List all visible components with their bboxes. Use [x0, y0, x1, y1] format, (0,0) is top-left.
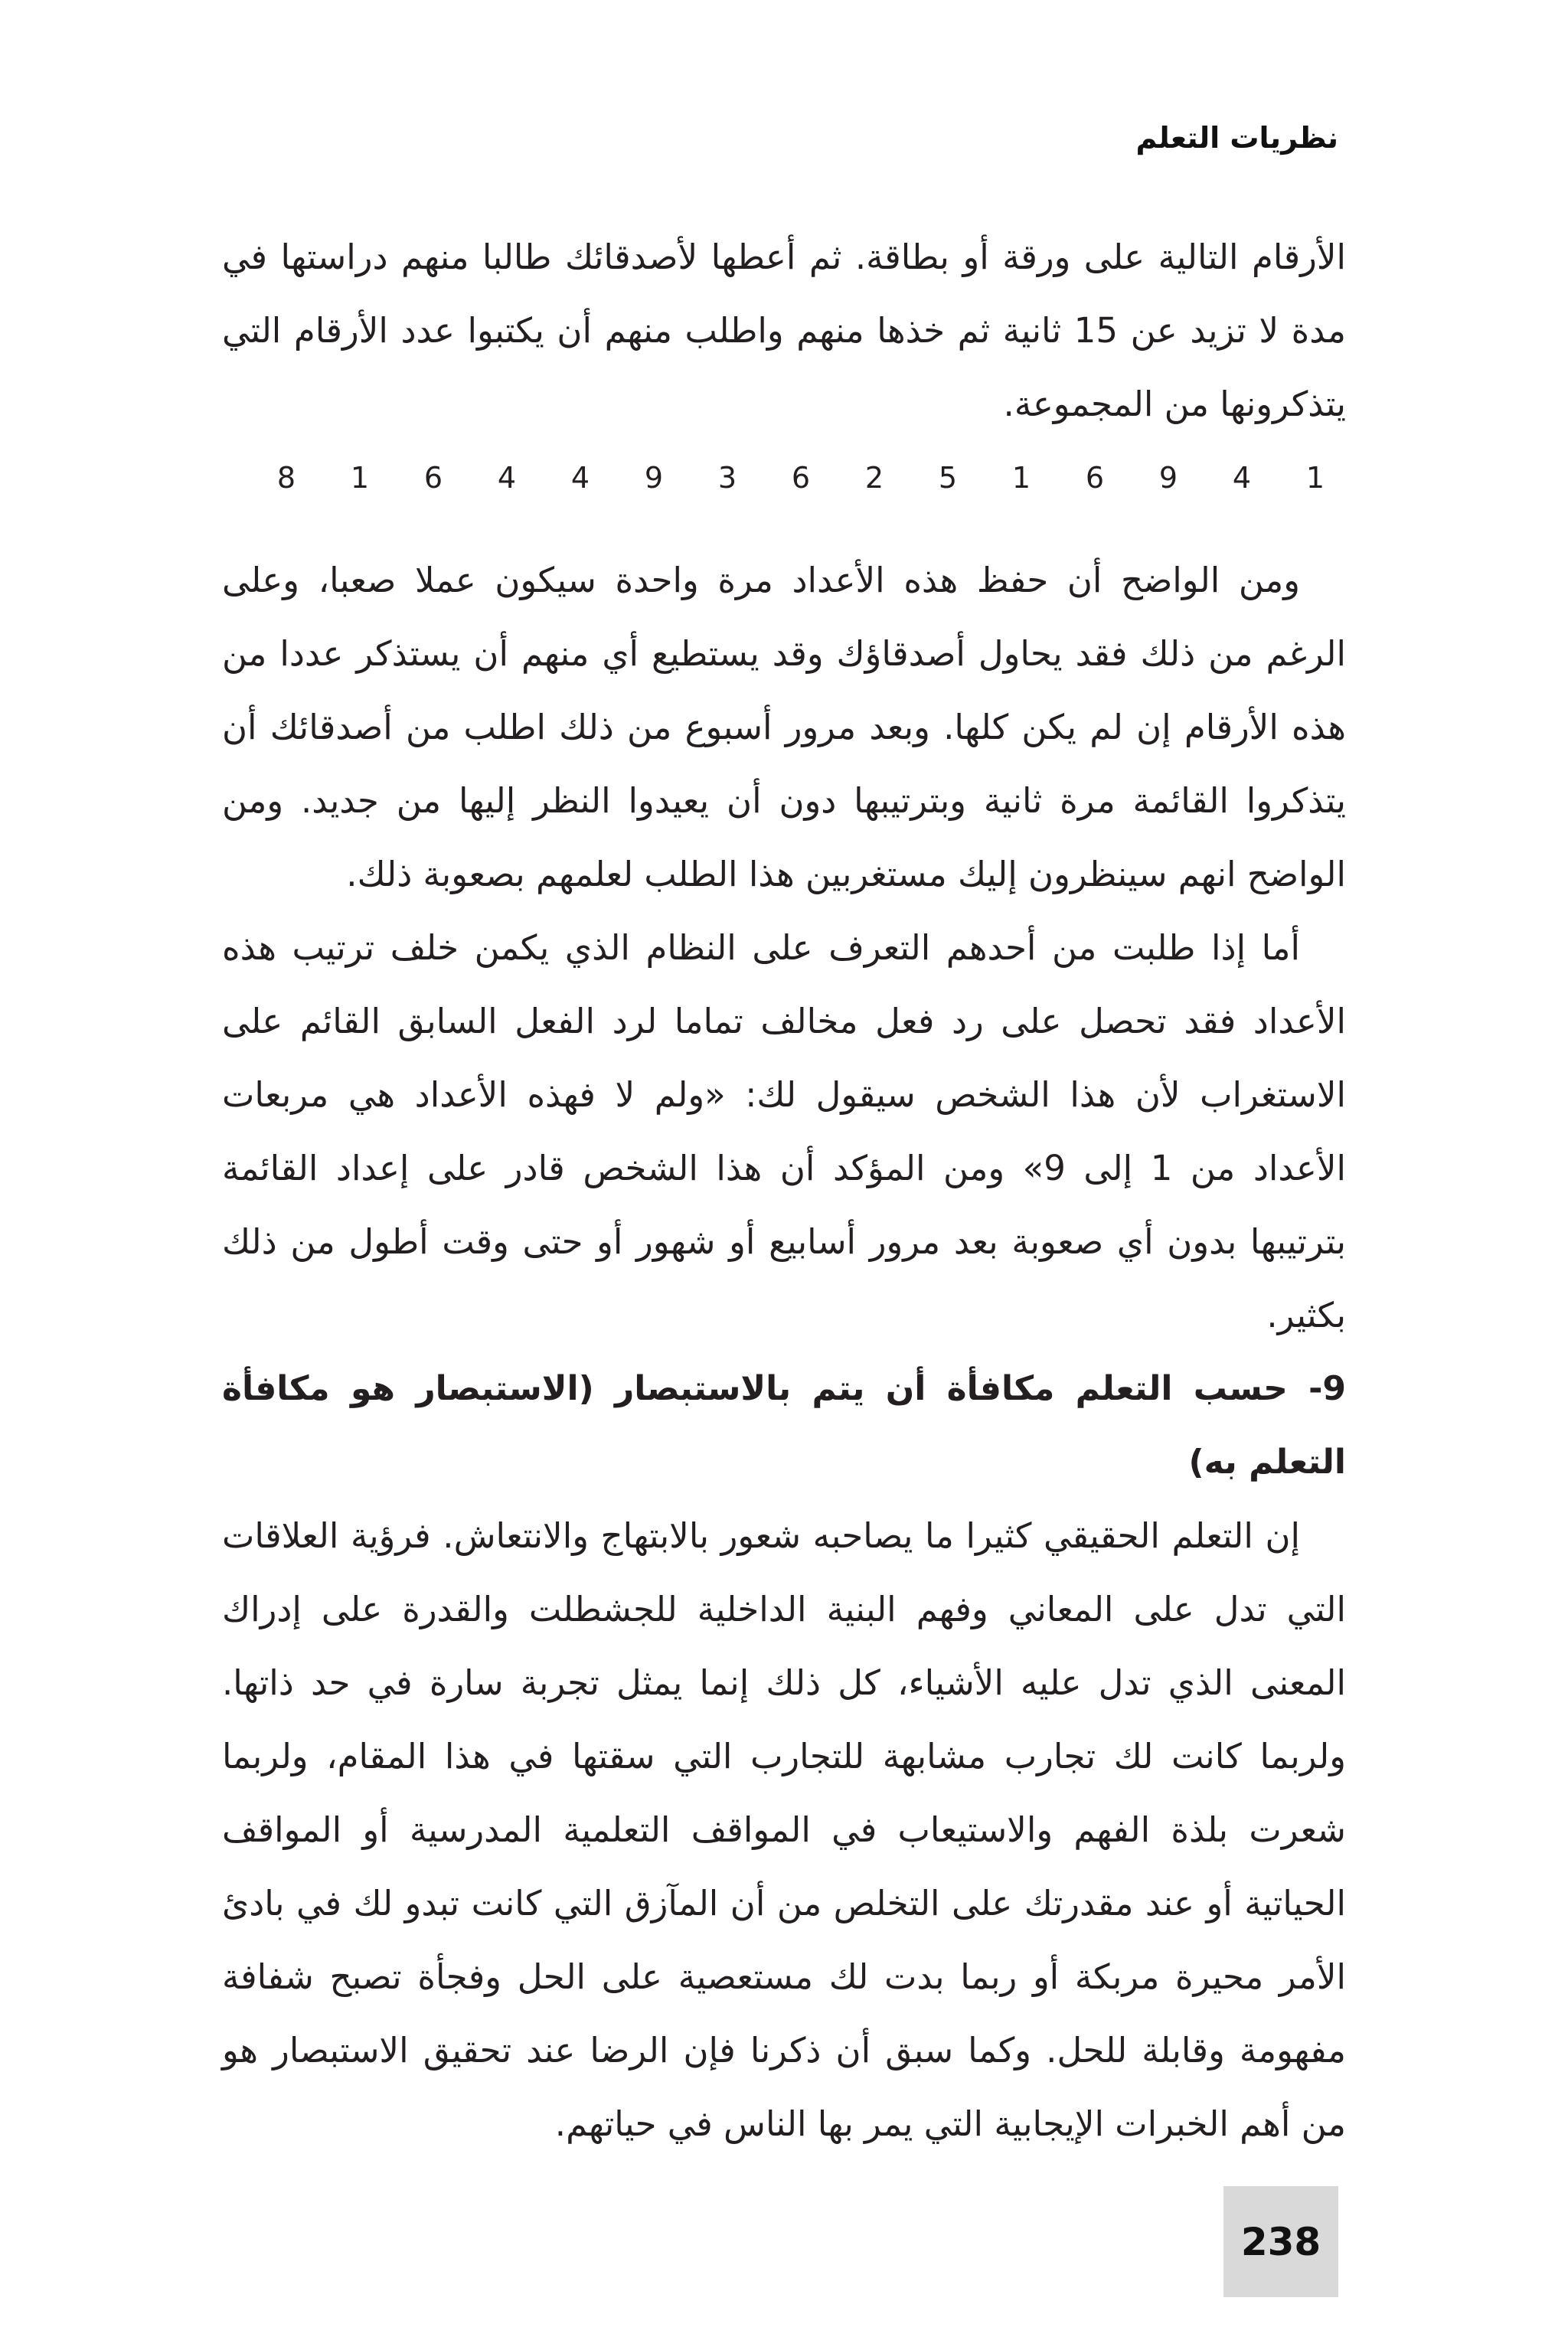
intro-paragraph: الأرقام التالية على ورقة أو بطاقة. ثم أعطها لأصدقائك طالبا منهم دراستها في مدة لا تزيد عن 15 ثانية ثم خذها منهم واطلب منهم أن يكتبوا عدد الأرقام التي يتذكرونها من المجموعة.	[222, 237, 1346, 424]
sequence-number: 6	[791, 461, 810, 495]
body-paragraph: إن التعلم الحقيقي كثيرا ما يصاحبه شعور بالابتهاج والانتعاش. فرؤية العلاقات التي تدل على المعاني وفهم البنية الداخلية للجشطلت والقدرة على إدراك المعنى الذي تدل عليه الأشياء، كل ذلك إنما يمثل تجربة سارة في حد ذاتها. ولربما كانت لك تجارب مشابهة للتجارب التي سقتها في هذا المقام، ولربما شعرت بلذة الفهم والاستيعاب في المواقف التعلمية المدرسية أو المواقف الحياتية أو عند مقدرتك على التخلص من أن المآزق التي كانت تبدو لك في بادئ الأمر محيرة مربكة أو ربما بدت لك مستعصية على الحل وفجأة تصبح شفافة مفهومة وقابلة للحل. وكما سبق أن ذكرنا فإن الرضا عند تحقيق الاستبصار هو من أهم الخبرات الإيجابية التي يمر بها الناس في حياتهم.	[222, 1515, 1346, 2144]
body-paragraph: ومن الواضح أن حفظ هذه الأعداد مرة واحدة سيكون عملا صعبا، وعلى الرغم من ذلك فقد يحاول أصدقاؤك وقد يستطيع أي منهم أن يستذكر عددا من هذه الأرقام إن لم يكن كلها. وبعد مرور أسبوع من ذلك اطلب من أصدقائك أن يتذكروا القائمة مرة ثانية وبترتيبها دون أن يعيدوا النظر إليها من جديد. ومن الواضح انهم سينظرون إليك مستغربين هذا الطلب لعلمهم بصعوبة ذلك.	[222, 560, 1346, 894]
sequence-number: 5	[938, 461, 957, 495]
sequence-number: 4	[497, 461, 516, 495]
running-header: نظريات التعلم	[1135, 121, 1338, 155]
sequence-number: 2	[864, 461, 884, 495]
sequence-number: 4	[570, 461, 590, 495]
page-number: 238	[1240, 2219, 1321, 2264]
sequence-number: 8	[276, 461, 296, 495]
body-paragraph: أما إذا طلبت من أحدهم التعرف على النظام الذي يكمن خلف ترتيب هذه الأعداد فقد تحصل على رد فعل مخالف تماما لرد الفعل السابق القائم على الاستغراب لأن هذا الشخص سيقول لك: «ولم لا فهذه الأعداد هي مربعات الأعداد من 1 إلى 9» ومن المؤكد أن هذا الشخص قادر على إعداد القائمة بترتيبها بدون أي صعوبة بعد مرور أسابيع أو شهور أو حتى وقت أطول من ذلك بكثير.	[222, 927, 1346, 1335]
number-sequence	[222, 441, 1346, 515]
sequence-number: 1	[1305, 461, 1325, 495]
page-number-box	[1223, 2186, 1338, 2297]
sequence-number: 3	[717, 461, 737, 495]
sequence-number: 4	[1232, 461, 1251, 495]
sequence-number: 1	[350, 461, 369, 495]
sequence-number: 1	[1011, 461, 1031, 495]
page-body	[222, 221, 1346, 2161]
sequence-number: 9	[1158, 461, 1178, 495]
sequence-number: 6	[423, 461, 443, 495]
sequence-number: 6	[1085, 461, 1104, 495]
section-heading: 9- حسب التعلم مكافأة أن يتم بالاستبصار (الاستبصار هو مكافأة التعلم به)	[222, 1369, 1346, 1482]
sequence-number: 9	[644, 461, 663, 495]
